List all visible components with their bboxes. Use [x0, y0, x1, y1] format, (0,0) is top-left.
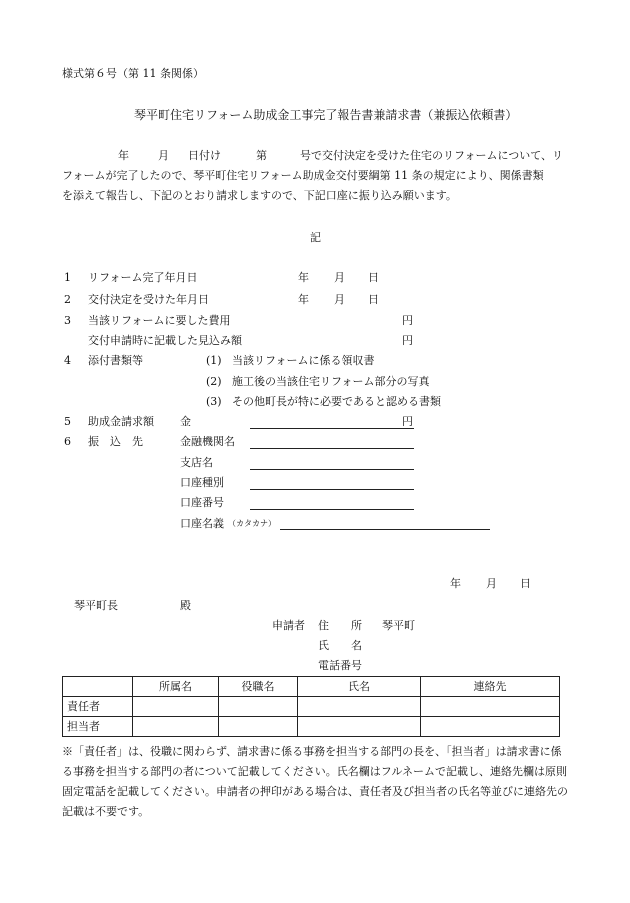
item3-label: 当該リフォームに要した費用 [88, 314, 231, 327]
account-number-label: 口座番号 [180, 496, 224, 509]
table-cell[interactable] [219, 717, 298, 737]
item1-year: 年 [298, 271, 309, 284]
name-label: 氏 名 [318, 639, 362, 652]
account-holder-note: （カタカナ） [228, 519, 276, 528]
contact-table [62, 676, 560, 737]
document-title: 琴平町住宅リフォーム助成金工事完了報告書兼請求書（兼振込依頼書） [134, 108, 518, 122]
attachment-number: (2) [206, 375, 222, 388]
table-cell[interactable] [133, 697, 219, 717]
attachment-number: (3) [206, 395, 222, 408]
table-cell[interactable] [421, 717, 560, 737]
note-text: ※「責任者」は、役職に関わらず、請求書に係る事務を担当する部門の長を、「担当者」は請求書に係る事務を担当する部門の者について記載してください。氏名欄はフルネームで記載し、連絡先欄は原則固定電話を記載してください。申請者の押印がある場合は、責任者及び担当者の氏名等並びに連絡先の記載は不要です。 [62, 745, 568, 818]
bank-name-underline[interactable] [250, 448, 414, 449]
table-cell[interactable] [219, 697, 298, 717]
table-header-cell: 所属名 [133, 677, 219, 697]
attachment-number: (1) [206, 354, 222, 367]
table-cell[interactable] [298, 697, 421, 717]
item2-label: 交付決定を受けた年月日 [88, 293, 209, 306]
date-month: 月 [486, 577, 497, 590]
item3-sub-label: 交付申請時に記載した見込み額 [88, 334, 242, 347]
branch-label: 支店名 [180, 456, 213, 469]
branch-underline[interactable] [250, 469, 414, 470]
amount-underline[interactable] [250, 428, 414, 429]
attachment-text: 施工後の当該住宅リフォーム部分の写真 [232, 375, 430, 388]
account-holder-underline[interactable] [280, 529, 490, 530]
item1-day: 日 [368, 271, 379, 284]
item6-label: 振 込 先 [88, 435, 143, 448]
item2-year: 年 [298, 293, 309, 306]
item5-label: 助成金請求額 [88, 415, 154, 428]
addressee-dono: 殿 [180, 599, 191, 612]
phone-label: 電話番号 [318, 659, 362, 672]
item5-unit: 円 [402, 415, 413, 428]
account-holder-label: 口座名義 [180, 517, 224, 530]
item1-month: 月 [334, 271, 345, 284]
address-label: 住 所 [318, 619, 362, 632]
table-header-cell [63, 677, 133, 697]
item2-month: 月 [334, 293, 345, 306]
form-number: 様式第６号（第 11 条関係） [62, 67, 204, 80]
item3-number: 3 [64, 314, 71, 327]
item6-number: 6 [64, 435, 71, 448]
item5-kin: 金 [180, 415, 191, 428]
table-cell[interactable] [421, 697, 560, 717]
ki-heading: 記 [310, 231, 321, 244]
item5-number: 5 [64, 415, 71, 428]
row-label-cell: 責任者 [63, 697, 133, 717]
item3-sub-unit: 円 [402, 334, 413, 347]
item1-number: 1 [64, 271, 71, 284]
addressee-name: 琴平町長 [74, 599, 118, 612]
bank-name-label: 金融機関名 [180, 435, 235, 448]
attachment-text: その他町長が特に必要であると認める書類 [232, 395, 441, 408]
address-value: 琴平町 [382, 619, 415, 632]
intro-day-ref: 日付け [188, 149, 221, 162]
account-type-label: 口座種別 [180, 476, 224, 489]
item1-label: リフォーム完了年月日 [88, 271, 198, 284]
intro-no-prefix: 第 [256, 149, 267, 162]
attachment-text: 当該リフォームに係る領収書 [232, 354, 375, 367]
item4-number: 4 [64, 354, 71, 367]
table-row [63, 697, 560, 717]
intro-month: 月 [158, 149, 169, 162]
table-header-cell: 連絡先 [421, 677, 560, 697]
item2-day: 日 [368, 293, 379, 306]
table-cell[interactable] [298, 717, 421, 737]
intro-year: 年 [118, 149, 129, 162]
intro-line1: 号で交付決定を受けた住宅のリフォームについて、リ [300, 149, 564, 162]
item3-unit: 円 [402, 314, 413, 327]
intro-line2: フォームが完了したので、琴平町住宅リフォーム助成金交付要綱第 11 条の規定により、関係書類 [62, 169, 544, 182]
table-cell[interactable] [133, 717, 219, 737]
table-row [63, 717, 560, 737]
table-header-cell: 役職名 [219, 677, 298, 697]
date-day: 日 [520, 577, 531, 590]
account-number-underline[interactable] [250, 509, 414, 510]
item4-label: 添付書類等 [88, 354, 143, 367]
table-header-cell: 氏名 [298, 677, 421, 697]
date-year: 年 [450, 577, 461, 590]
table-header-row [63, 677, 560, 697]
row-label-cell: 担当者 [63, 717, 133, 737]
intro-line3: を添えて報告し、下記のとおり請求しますので、下記口座に振り込み願います。 [62, 189, 457, 202]
applicant-label: 申請者 [272, 619, 305, 632]
item2-number: 2 [64, 293, 71, 306]
account-type-underline[interactable] [250, 489, 414, 490]
